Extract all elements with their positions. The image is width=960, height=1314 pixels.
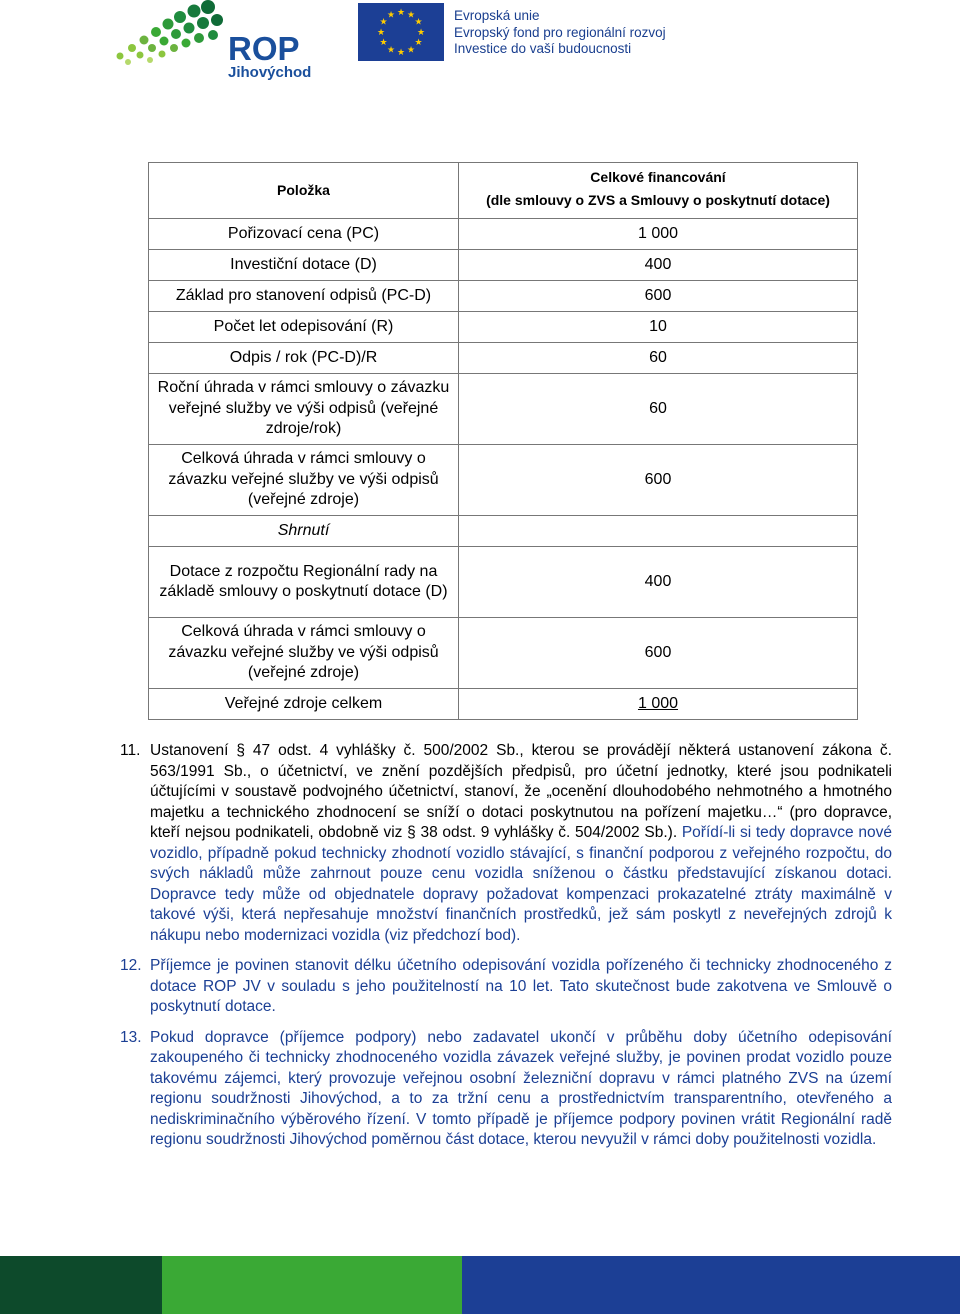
row-value: 600 (459, 445, 858, 516)
row-label: Pořizovací cena (PC) (149, 219, 459, 250)
svg-text:★: ★ (414, 17, 423, 28)
rop-logo-subtitle: Jihovýchod (228, 64, 312, 81)
eu-text-line: Investice do vaší budoucnosti (454, 41, 632, 56)
paragraph-text: Ustanovení § 47 odst. 4 vyhlášky č. 500/2002 Sb., kterou se provádějí některá ustanovení zákona č. 563/1991 Sb., o účetnictví, ve znění pozdějších předpisů, pro účetní jednotky, které jsou podnikateli účtujícími v soustavě podvojného účetnictví, stanoví, že „ocenění dlouhodobého nehmotného a hmotného majetku a technického zhodnocení se sníží o dotaci poskytnutou na pořízení majetku…“ (pro dopravce, kteří nejsou podnikateli, obdobně viz § 38 odst. 9 vyhlášky č. 504/2002 Sb.). (150, 742, 892, 841)
svg-text:★: ★ (379, 38, 388, 48)
eu-text-block (454, 8, 666, 58)
financing-table (148, 162, 858, 720)
table-row (149, 312, 858, 343)
eu-flag-icon (358, 3, 444, 61)
row-value: 400 (459, 250, 858, 281)
paragraph-12 (120, 956, 892, 1018)
footer-segment-green (162, 1256, 462, 1314)
row-value: 600 (459, 281, 858, 312)
svg-text:★: ★ (376, 28, 386, 38)
svg-text:★: ★ (406, 10, 416, 21)
row-value: 600 (459, 618, 858, 689)
row-label: Investiční dotace (D) (149, 250, 459, 281)
row-label: Celková úhrada v rámci smlouvy o závazku veřejné služby ve výši odpisů (veřejné zdroje) (149, 618, 459, 689)
table-header-row (149, 163, 858, 219)
row-label: Odpis / rok (PC-D)/R (149, 343, 459, 374)
table-row (149, 343, 858, 374)
paragraph-13 (120, 1028, 892, 1151)
page-header (0, 0, 960, 90)
table-row (149, 250, 858, 281)
rop-logo (110, 0, 320, 86)
svg-text:★: ★ (386, 45, 396, 56)
table-row (149, 445, 858, 516)
paragraph-text-blue: Pořídí-li si tedy dopravce nové vozidlo, případně pokud technicky zhodnotí vozidlo stávající, s finanční podporou z veřejného rozpočtu, do svých nákladů může zahrnout pouze cenu vozidla sníženou o částku představující získanou dotaci. Dopravce tedy může od objednatele dopravy požadovat kompenzaci prokazatelné ztráty maximálně v takové výši, která nepřesahuje množství finančních prostředků, jež sám poskytl z neveřejných zdrojů k nákupu nebo modernizaci vozidla (viz předchozí bod). (150, 824, 892, 944)
row-label: Počet let odepisování (R) (149, 312, 459, 343)
footer-segment-blue (462, 1256, 960, 1314)
body-text (120, 741, 892, 1161)
total-row (149, 689, 858, 720)
paragraph-number: 12. (120, 957, 142, 974)
footer-segment-dark-green (0, 1256, 162, 1314)
header-financing-title: Celkové financování (590, 168, 726, 185)
row-value: 400 (459, 547, 858, 618)
paragraph-text: Příjemce je povinen stanovit délku účetního odepisování vozidla pořízeného či technicky zhodnoceného z dotace ROP JV v souladu s jeho použitelností na 10 let. Tato skutečnost bude zakotvena ve Smlouvě o poskytnutí dotace. (150, 957, 892, 1015)
paragraph-number: 11. (120, 742, 141, 759)
row-value: 10 (459, 312, 858, 343)
total-value: 1 000 (459, 689, 858, 720)
eu-text-line: Evropský fond pro regionální rozvoj (454, 24, 666, 40)
rop-dots-icon (110, 0, 228, 70)
header-financing-subtitle: (dle smlouvy o ZVS a Smlouvy o poskytnutí dotace) (486, 192, 830, 209)
svg-text:★: ★ (379, 17, 388, 28)
table-row (149, 219, 858, 250)
summary-row (149, 516, 858, 547)
row-value: 60 (459, 374, 858, 445)
row-label: Základ pro stanovení odpisů (PC-D) (149, 281, 459, 312)
total-label: Veřejné zdroje celkem (149, 689, 459, 720)
eu-text-line: Evropská unie (454, 8, 540, 23)
row-value: 60 (459, 343, 858, 374)
header-financing (459, 163, 858, 219)
svg-text:★: ★ (386, 10, 396, 21)
summary-label: Shrnutí (149, 516, 459, 547)
svg-text:★: ★ (414, 38, 423, 48)
table-row (149, 618, 858, 689)
svg-text:★: ★ (396, 8, 406, 18)
svg-text:★: ★ (406, 45, 416, 56)
paragraph-11 (120, 741, 892, 946)
svg-text:★: ★ (396, 48, 406, 58)
header-item: Položka (149, 163, 459, 219)
row-label: Roční úhrada v rámci smlouvy o závazku veřejné služby ve výši odpisů (veřejné zdroje/rok) (149, 374, 459, 445)
paragraph-text: Pokud dopravce (příjemce podpory) nebo zadavatel ukončí v průběhu doby účetního odepisování zakoupeného či technicky zhodnoceného vozidla závazek veřejné služby, je povinen prodat vozidlo pouze takovému zájemci, který provozuje veřejnou osobní železniční dopravu v rámci platného ZVS na území regionu soudržnosti Jihovýchod, a to za tržní cenu a prostřednictvím transparentního, otevřeného a nediskriminačního výběrového řízení. V tomto případě je příjemce podpory povinen vrátit Regionální radě regionu soudržnosti Jihovýchod poměrnou část dotace, kterou nevyužil v rámci doby použitelnosti vozidla. (150, 1028, 892, 1148)
footer-bar (0, 1256, 960, 1314)
svg-text:★: ★ (416, 28, 426, 38)
rop-logo-text: ROP (228, 30, 300, 67)
row-label: Celková úhrada v rámci smlouvy o závazku veřejné služby ve výši odpisů (veřejné zdroje) (149, 445, 459, 516)
paragraph-number: 13. (120, 1028, 142, 1046)
row-value: 1 000 (459, 219, 858, 250)
table-row (149, 547, 858, 618)
row-label: Dotace z rozpočtu Regionální rady na základě smlouvy o poskytnutí dotace (D) (149, 547, 459, 618)
summary-empty (459, 516, 858, 547)
table-row (149, 374, 858, 445)
table-row (149, 281, 858, 312)
